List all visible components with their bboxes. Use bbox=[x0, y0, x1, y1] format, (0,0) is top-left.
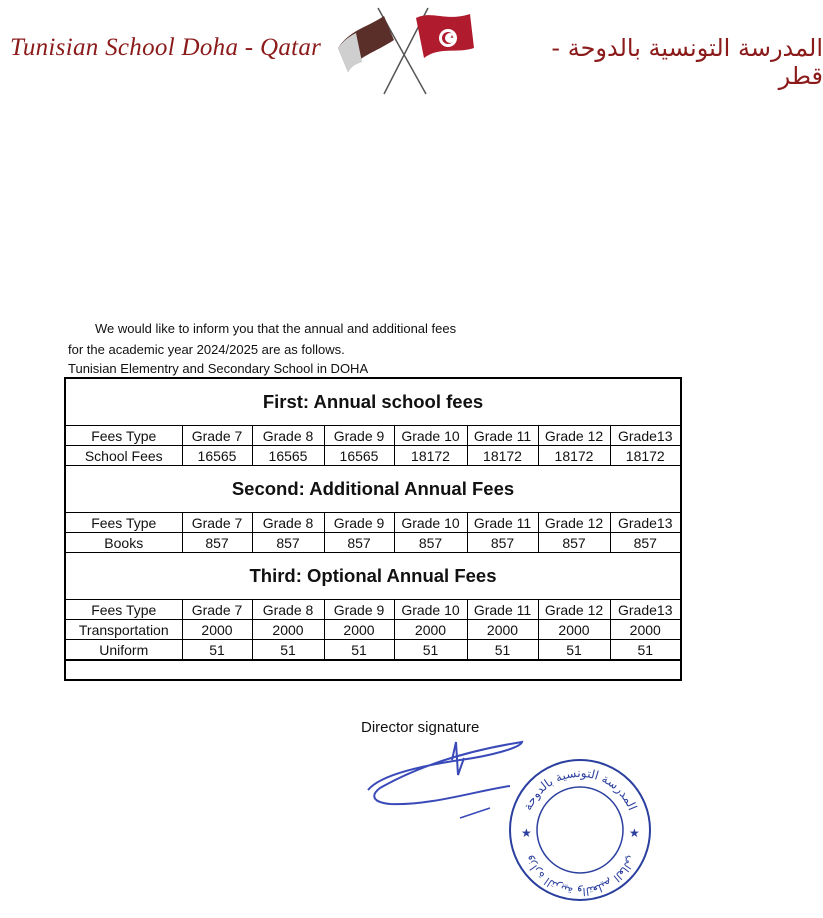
column-header: Grade 12 bbox=[538, 426, 610, 446]
school-name-arabic: المدرسة التونسية بالدوحة - قطر bbox=[551, 34, 823, 90]
column-header: Fees Type bbox=[66, 426, 182, 446]
fee-value-cell: 857 bbox=[252, 533, 324, 553]
header-row bbox=[66, 600, 680, 620]
column-header: Grade 7 bbox=[182, 513, 252, 533]
crossed-flags-logo bbox=[328, 0, 478, 100]
column-header: Grade 11 bbox=[467, 513, 538, 533]
fee-type-cell: Uniform bbox=[66, 640, 182, 660]
column-header: Grade 10 bbox=[394, 600, 467, 620]
column-header: Grade 10 bbox=[394, 426, 467, 446]
column-header: Grade 10 bbox=[394, 513, 467, 533]
fee-type-cell: Books bbox=[66, 533, 182, 553]
column-header: Grade 7 bbox=[182, 600, 252, 620]
fee-value-cell: 51 bbox=[394, 640, 467, 660]
column-header: Grade13 bbox=[610, 513, 680, 533]
fee-value-cell: 857 bbox=[467, 533, 538, 553]
header-row bbox=[66, 426, 680, 446]
column-header: Fees Type bbox=[66, 513, 182, 533]
fee-value-cell: 51 bbox=[182, 640, 252, 660]
fee-value-cell: 51 bbox=[610, 640, 680, 660]
table-footer-spacer bbox=[66, 660, 680, 679]
column-header: Grade 7 bbox=[182, 426, 252, 446]
table-row bbox=[66, 640, 680, 660]
fee-value-cell: 18172 bbox=[394, 446, 467, 466]
column-header: Grade 11 bbox=[467, 426, 538, 446]
fee-value-cell: 857 bbox=[394, 533, 467, 553]
fee-value-cell: 2000 bbox=[394, 620, 467, 640]
section-title: Second: Additional Annual Fees bbox=[231, 478, 515, 499]
fee-value-cell: 18172 bbox=[538, 446, 610, 466]
fee-value-cell: 51 bbox=[252, 640, 324, 660]
table-row bbox=[66, 533, 680, 553]
intro-line-2: for the academic year 2024/2025 are as follows. bbox=[68, 342, 345, 357]
fee-value-cell: 18172 bbox=[467, 446, 538, 466]
signature-label: Director signature bbox=[361, 719, 480, 736]
fee-value-cell: 857 bbox=[538, 533, 610, 553]
column-header: Grade 12 bbox=[538, 600, 610, 620]
fee-value-cell: 51 bbox=[324, 640, 394, 660]
column-header: Grade 12 bbox=[538, 513, 610, 533]
fees-table bbox=[64, 377, 682, 681]
section-title: First: Annual school fees bbox=[262, 391, 484, 412]
fee-value-cell: 18172 bbox=[610, 446, 680, 466]
column-header: Grade 8 bbox=[252, 513, 324, 533]
fee-value-cell: 2000 bbox=[252, 620, 324, 640]
header-row bbox=[66, 513, 680, 533]
section-title: Third: Optional Annual Fees bbox=[249, 565, 497, 586]
fee-value-cell: 857 bbox=[182, 533, 252, 553]
column-header: Grade 8 bbox=[252, 600, 324, 620]
column-header: Grade 9 bbox=[324, 426, 394, 446]
school-name-english: Tunisian School Doha - Qatar bbox=[10, 34, 322, 61]
column-header: Grade 8 bbox=[252, 426, 324, 446]
fee-value-cell: 2000 bbox=[182, 620, 252, 640]
stamp-star-left-icon: ★ bbox=[521, 826, 532, 840]
table-row bbox=[66, 620, 680, 640]
intro-line-1: We would like to inform you that the annual and additional fees bbox=[95, 321, 457, 336]
fees-grid bbox=[66, 599, 680, 660]
fee-value-cell: 2000 bbox=[610, 620, 680, 640]
fee-value-cell: 51 bbox=[538, 640, 610, 660]
intro-line-3: Tunisian Elementry and Secondary School in DOHA bbox=[68, 361, 369, 376]
school-stamp bbox=[505, 755, 655, 905]
stamp-text-top: المدرسة التونسية بالدوحة bbox=[520, 765, 640, 813]
fee-type-cell: School Fees bbox=[66, 446, 182, 466]
column-header: Grade13 bbox=[610, 600, 680, 620]
fee-value-cell: 16565 bbox=[324, 446, 394, 466]
fee-value-cell: 857 bbox=[324, 533, 394, 553]
fee-value-cell: 2000 bbox=[467, 620, 538, 640]
column-header: Grade 11 bbox=[467, 600, 538, 620]
fee-value-cell: 2000 bbox=[538, 620, 610, 640]
column-header: Grade13 bbox=[610, 426, 680, 446]
fee-value-cell: 16565 bbox=[182, 446, 252, 466]
stamp-star-right-icon: ★ bbox=[629, 826, 640, 840]
fees-grid bbox=[66, 425, 680, 466]
column-header: Grade 9 bbox=[324, 513, 394, 533]
column-header: Fees Type bbox=[66, 600, 182, 620]
table-row bbox=[66, 446, 680, 466]
fee-value-cell: 16565 bbox=[252, 446, 324, 466]
fees-grid bbox=[66, 512, 680, 553]
fee-value-cell: 857 bbox=[610, 533, 680, 553]
fee-value-cell: 51 bbox=[467, 640, 538, 660]
fee-type-cell: Transportation bbox=[66, 620, 182, 640]
svg-text:وزارة التربية والتعليم العالي bbox=[522, 854, 639, 899]
column-header: Grade 9 bbox=[324, 600, 394, 620]
fee-value-cell: 2000 bbox=[324, 620, 394, 640]
stamp-text-bottom: وزارة التربية والتعليم العالي bbox=[521, 853, 639, 899]
